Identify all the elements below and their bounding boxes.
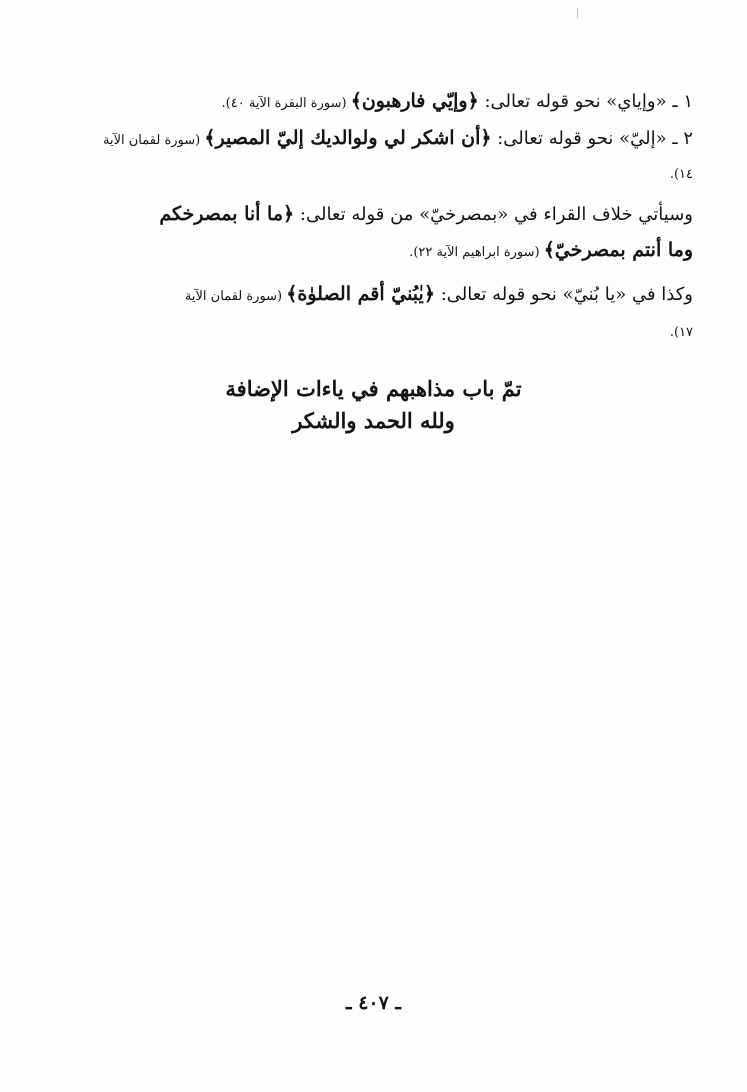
paragraph-1-prefix: وسيأتي خلاف القراء في «بمصرخيّ» من قوله تعالى: [294,204,693,225]
note-item-1-verse: ﴿وإيّي فارهبون﴾ [350,90,479,112]
note-item-2-continuation [670,164,693,182]
note-item-2-prefix: ٢ ـ «إليّ» نحو قوله تعالى: [491,128,693,149]
note-item-1-prefix: ١ ـ «وإياي» نحو قوله تعالى: [478,91,693,112]
paragraph-2-continuation [670,322,693,340]
note-item-2 [103,129,693,148]
closing-line-1: تمّ باب مذاهبهم في ياءات الإضافة [225,376,522,401]
note-item-2-reference: (سورة لقمان الآية [103,133,205,148]
note-item-1 [222,92,693,111]
paragraph-2-verse: ﴿يٰبُنيّ أقم الصلوٰة﴾ [286,283,435,305]
notes-section [53,92,693,352]
paragraph-1-line-2 [409,241,693,260]
paragraph-1-reference: (سورة ابراهيم الآية ٢٢). [409,245,544,260]
scan-mark [577,8,578,18]
paragraph-2-prefix: وكذا في «يا بُنيّ» نحو قوله تعالى: [434,284,693,305]
paragraph-1-verse-end: وما أنتم بمصرخيّ﴾ [543,239,693,261]
note-item-1-reference: (سورة البقرة الآية ٤٠). [221,96,351,111]
paragraph-2-reference-end: ١٧). [669,325,693,340]
paragraph-2-reference: (سورة لقمان الآية [184,289,287,304]
page-number: ـ ٤٠٧ ـ [346,992,401,1014]
note-item-2-verse: ﴿أن اشكر لي ولوالديك إليّ المصير﴾ [204,127,492,149]
paragraph-2-line-1 [185,285,693,304]
note-item-2-reference-end: ١٤). [669,167,693,182]
closing-line-2: ولله الحمد والشكر [292,408,455,433]
paragraph-1-verse-start: ﴿ما أنا بمصرخكم [159,203,295,225]
paragraph-1-line-1 [159,205,693,224]
